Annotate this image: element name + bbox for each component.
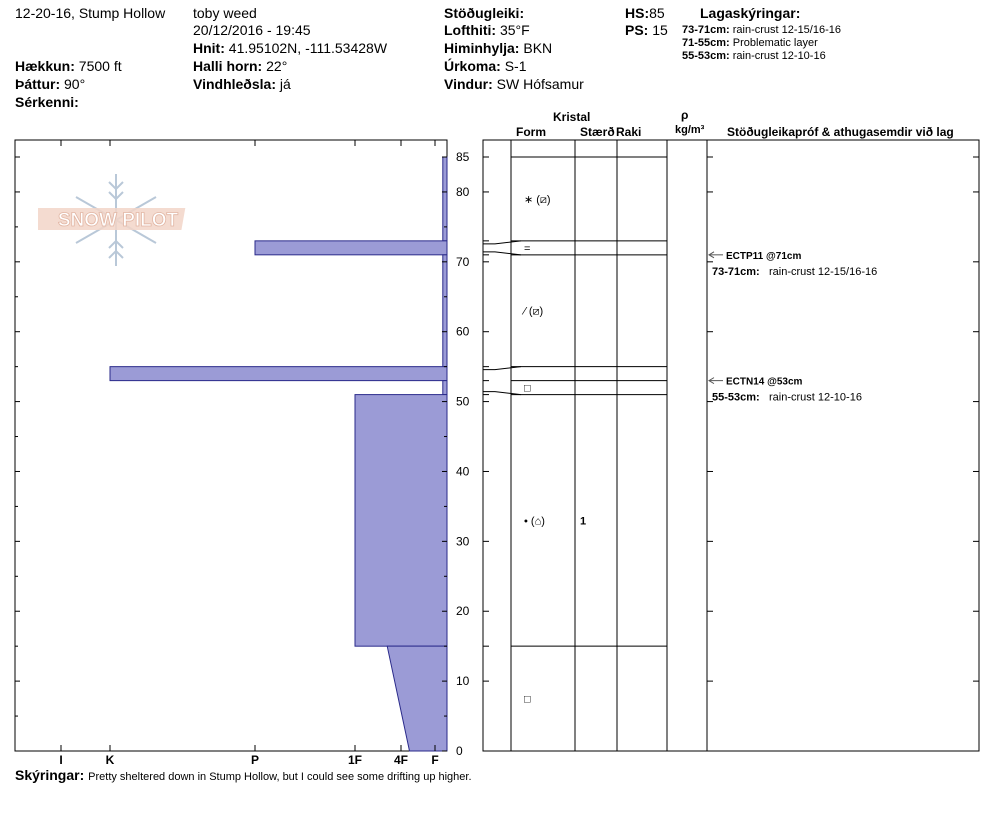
comments <box>15 767 472 784</box>
comments-text: Pretty sheltered down in Stump Hollow, but I could see some drifting up higher. <box>88 771 472 783</box>
hardness-bar <box>355 395 447 647</box>
test-note-text: rain-crust 12-10-16 <box>769 391 862 404</box>
aspect-label: Þáttur: <box>15 76 61 92</box>
y-tick-label: 20 <box>456 604 470 619</box>
grain-form-symbol: ∗ (⧄) <box>524 193 551 206</box>
y-tick-label: 30 <box>456 534 470 549</box>
layer-note-range: 55-53cm: <box>682 50 730 62</box>
layer-note-text: rain-crust 12-15/16-16 <box>732 24 841 36</box>
test-note-text: rain-crust 12-15/16-16 <box>769 265 878 278</box>
test-note-range: 73-71cm: <box>712 265 760 278</box>
logo-text: SNOW PILOT <box>57 210 179 231</box>
y-tick-label: 70 <box>456 254 470 269</box>
wind-label: Vindur: <box>444 76 493 92</box>
hardness-bar <box>387 646 447 751</box>
y-tick-label: 60 <box>456 324 470 339</box>
wind-loading-label: Vindhleðsla: <box>193 76 276 92</box>
layer-note-text: Problematic layer <box>732 37 818 49</box>
layer-note-text: rain-crust 12-10-16 <box>732 50 826 62</box>
tests-header: Stöðugleikapróf & athugasemdir við lag <box>727 125 954 139</box>
moisture-header: Raki <box>616 125 642 139</box>
features-label: Sérkenni: <box>15 94 79 110</box>
stability-label: Stöðugleiki: <box>444 5 525 21</box>
hs-label: HS: <box>625 5 650 21</box>
observation-datetime: 20/12/2016 - 19:45 <box>193 22 311 38</box>
hs-value: 85 <box>649 5 665 21</box>
form-header: Form <box>516 125 546 139</box>
x-tick-label: K <box>105 753 115 767</box>
x-tick-label: F <box>431 753 439 767</box>
rho-header: ρ <box>681 108 689 122</box>
ps-label: PS: <box>625 22 649 38</box>
sky-cover-label: Himinhylja: <box>444 40 520 56</box>
observer-name: toby weed <box>193 5 257 21</box>
precipitation-label: Úrkoma: <box>444 58 501 74</box>
sky-cover-value: BKN <box>523 40 553 56</box>
y-tick-label: 80 <box>456 184 470 199</box>
layer-note-range: 71-55cm: <box>682 37 730 49</box>
grain-form-symbol: □ <box>524 693 531 706</box>
grain-form-symbol: □ <box>524 382 531 395</box>
wind-loading-value: já <box>279 76 291 92</box>
stability-test-label: ECTN14 @53cm <box>726 376 803 388</box>
x-tick-label: 4F <box>393 753 409 767</box>
size-header: Stærð <box>580 125 615 139</box>
aspect-value: 90° <box>64 76 86 92</box>
grain-form-symbol: = <box>524 242 531 255</box>
stratigraphy-frame <box>483 140 979 751</box>
slope-label: Halli horn: <box>193 58 263 74</box>
grain-form-symbol: ⁄ (⧄) <box>524 305 544 318</box>
ps-value: 15 <box>652 22 668 38</box>
y-tick-label: 50 <box>456 394 470 409</box>
x-tick-label: 1F <box>347 753 363 767</box>
density-unit-header: kg/m³ <box>675 124 705 136</box>
y-tick-label: 10 <box>456 674 470 689</box>
grain-form-symbol: • (⌂) <box>524 515 545 528</box>
wind-value: SW Hófsamur <box>496 76 584 92</box>
layer-note-range: 73-71cm: <box>682 24 730 36</box>
elevation-value: 7500 ft <box>78 58 122 74</box>
y-tick-label: 40 <box>456 464 470 479</box>
y-tick-label: 0 <box>456 744 463 758</box>
hardness-bar <box>255 241 447 255</box>
layer-notes-label: Lagaskýringar: <box>700 5 801 21</box>
stability-test-label: ECTP11 @71cm <box>726 250 802 262</box>
hardness-bar <box>110 367 447 381</box>
air-temperature-value: 35°F <box>499 22 530 38</box>
air-temperature-label: Lofthiti: <box>444 22 497 38</box>
grain-size: 1 <box>580 515 587 528</box>
y-tick-label: 85 <box>456 150 470 164</box>
test-note-range: 55-53cm: <box>712 391 760 404</box>
hardness-bar <box>443 157 447 241</box>
elevation-label: Hækkun: <box>15 58 75 74</box>
pit-title: 12-20-16, Stump Hollow <box>15 5 166 21</box>
slope-value: 22° <box>266 58 288 74</box>
precipitation-value: S-1 <box>504 58 527 74</box>
comments-label: Skýringar: <box>15 767 85 783</box>
crystal-header: Kristal <box>553 110 591 124</box>
hardness-bar <box>443 381 447 395</box>
x-tick-label: I <box>59 753 63 767</box>
coordinates-label: Hnit: <box>193 40 225 56</box>
coordinates-value: 41.95102N, -111.53428W <box>228 40 388 56</box>
x-tick-label: P <box>250 753 260 767</box>
hardness-bar <box>443 255 447 367</box>
